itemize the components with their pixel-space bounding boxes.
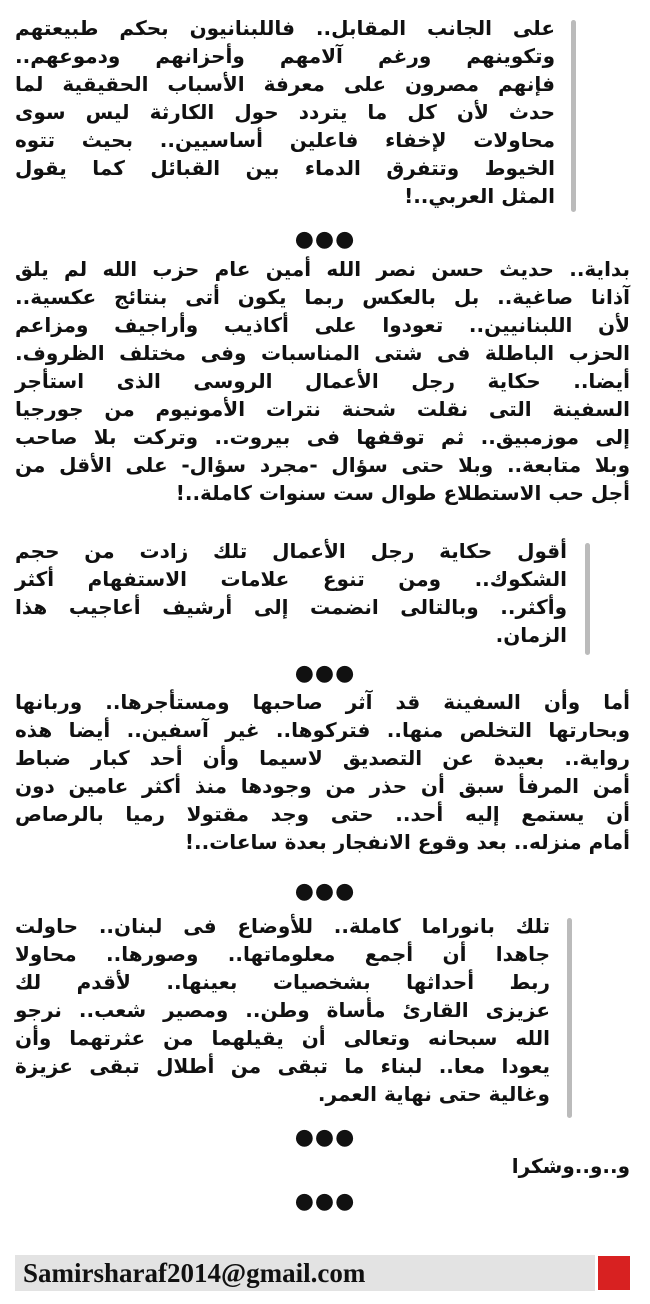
- text-line: إلى موزمبيق.. ثم توقفها فى بيروت.. وتركت بلا صاحب: [15, 425, 630, 449]
- text-line: الشكوك.. ومن تنوع علامات الاستفهام أكثر: [15, 567, 567, 591]
- separator-dots: ●●●: [294, 879, 356, 904]
- text-line: على الجانب المقابل.. فاللبنانيون بحكم طبيعتهم: [15, 16, 555, 40]
- text-line: وتكوينهم ورغم آلامهم وأحزانهم ودموعهم..: [15, 44, 555, 68]
- text-line: محاولات لإخفاء فاعلين أساسيين.. بحيث تتوه: [15, 128, 555, 152]
- text-line: أقول حكاية رجل الأعمال تلك زادت من حجم: [15, 539, 567, 563]
- quote-bar: [567, 918, 572, 1118]
- text-line: وغالية حتى نهاية العمر.: [317, 1082, 550, 1106]
- separator-dots: ●●●: [294, 1189, 356, 1214]
- text-line: الله سبحانه وتعالى أن يقيلهما من عثرتهما وأن: [15, 1026, 550, 1050]
- text-line: جاهدا أن أجمع معلوماتها.. وصورها.. محاولا: [15, 942, 550, 966]
- text-line: الخيوط وتتفرق الدماء بين القبائل كما يقول: [15, 156, 555, 180]
- text-line: وبلا متابعة.. وبلا حتى سؤال -مجرد سؤال- على الأقل من: [15, 453, 630, 477]
- closing-text: و..و..وشكرا: [511, 1154, 630, 1178]
- text-line: أمام منزله.. بعد وقوع الانفجار بعدة ساعات..!: [184, 830, 630, 854]
- quote-bar: [585, 543, 590, 655]
- text-line: أجل حب الاستطلاع طوال ست سنوات كاملة..!: [175, 481, 630, 505]
- text-line: يعودا معا.. لبناء ما تبقى من أطلال تبقى عزيزة: [15, 1054, 550, 1078]
- separator-dots: ●●●: [294, 1125, 356, 1150]
- separator-dots: ●●●: [294, 661, 356, 686]
- quote-bar: [571, 20, 576, 212]
- text-line: وبحارتها التخلص منها.. فتركوها.. غير آسفين.. أيضا هذه: [15, 718, 630, 742]
- paragraph-2: [15, 255, 630, 507]
- text-line: ربط أحداثها بشخصيات بعينها.. لأقدم لك: [15, 970, 550, 994]
- author-email: Samirsharaf2014@gmail.com: [23, 1258, 366, 1288]
- text-line: وأكثر.. وبالتالى انضمت إلى أرشيف أعاجيب هذا: [15, 595, 567, 619]
- text-line: لأن اللبنانيين.. تعودوا على أكاذيب وأراجيف ومزاعم: [15, 313, 630, 337]
- closing-line: [15, 1152, 630, 1180]
- paragraph-1: [15, 14, 555, 210]
- text-line: أن يستمع إليه أحد.. حتى وجد مقتولا رميا بالرصاص: [15, 802, 630, 826]
- accent-square: [598, 1256, 630, 1290]
- author-footer: [15, 1255, 595, 1291]
- text-line: تلك بانوراما كاملة.. للأوضاع فى لبنان.. حاولت: [15, 914, 550, 938]
- text-line: أمن المرفأ سبق أن حذر من وجودها منذ أكثر عامين دون: [15, 774, 630, 798]
- paragraph-4: [15, 688, 630, 856]
- text-line: بداية.. حديث حسن نصر الله أمين عام حزب الله لم يلق: [15, 257, 630, 281]
- text-line: عزيزى القارئ مأساة وطن.. ومصير شعب.. نرجو: [15, 998, 550, 1022]
- text-line: فإنهم مصرون على معرفة الأسباب الحقيقية لما: [15, 72, 555, 96]
- text-line: المثل العربي..!: [404, 184, 555, 208]
- text-line: حدث لأن كل ما يتردد حول الكارثة ليس سوى: [15, 100, 555, 124]
- separator-dots: ●●●: [294, 227, 356, 252]
- text-line: الزمان.: [495, 623, 567, 647]
- text-line: أيضا.. حكاية رجل الأعمال الروسى الذى استأجر: [15, 369, 630, 393]
- text-line: أما وأن السفينة قد آثر صاحبها ومستأجرها.. وربانها: [15, 690, 630, 714]
- paragraph-3: [15, 537, 567, 649]
- paragraph-5: [15, 912, 550, 1108]
- text-line: السفينة التى نقلت شحنة نترات الأمونيوم من جورجيا: [15, 397, 630, 421]
- text-line: رواية.. بعيدة عن التصديق لاسيما وأن أحد كبار ضباط: [15, 746, 630, 770]
- text-line: آذانا صاغية.. بل بالعكس ربما يكون أتى بنتائج عكسية..: [15, 285, 630, 309]
- text-line: الحزب الباطلة فى شتى المناسبات وفى مختلف الظروف.: [15, 341, 630, 365]
